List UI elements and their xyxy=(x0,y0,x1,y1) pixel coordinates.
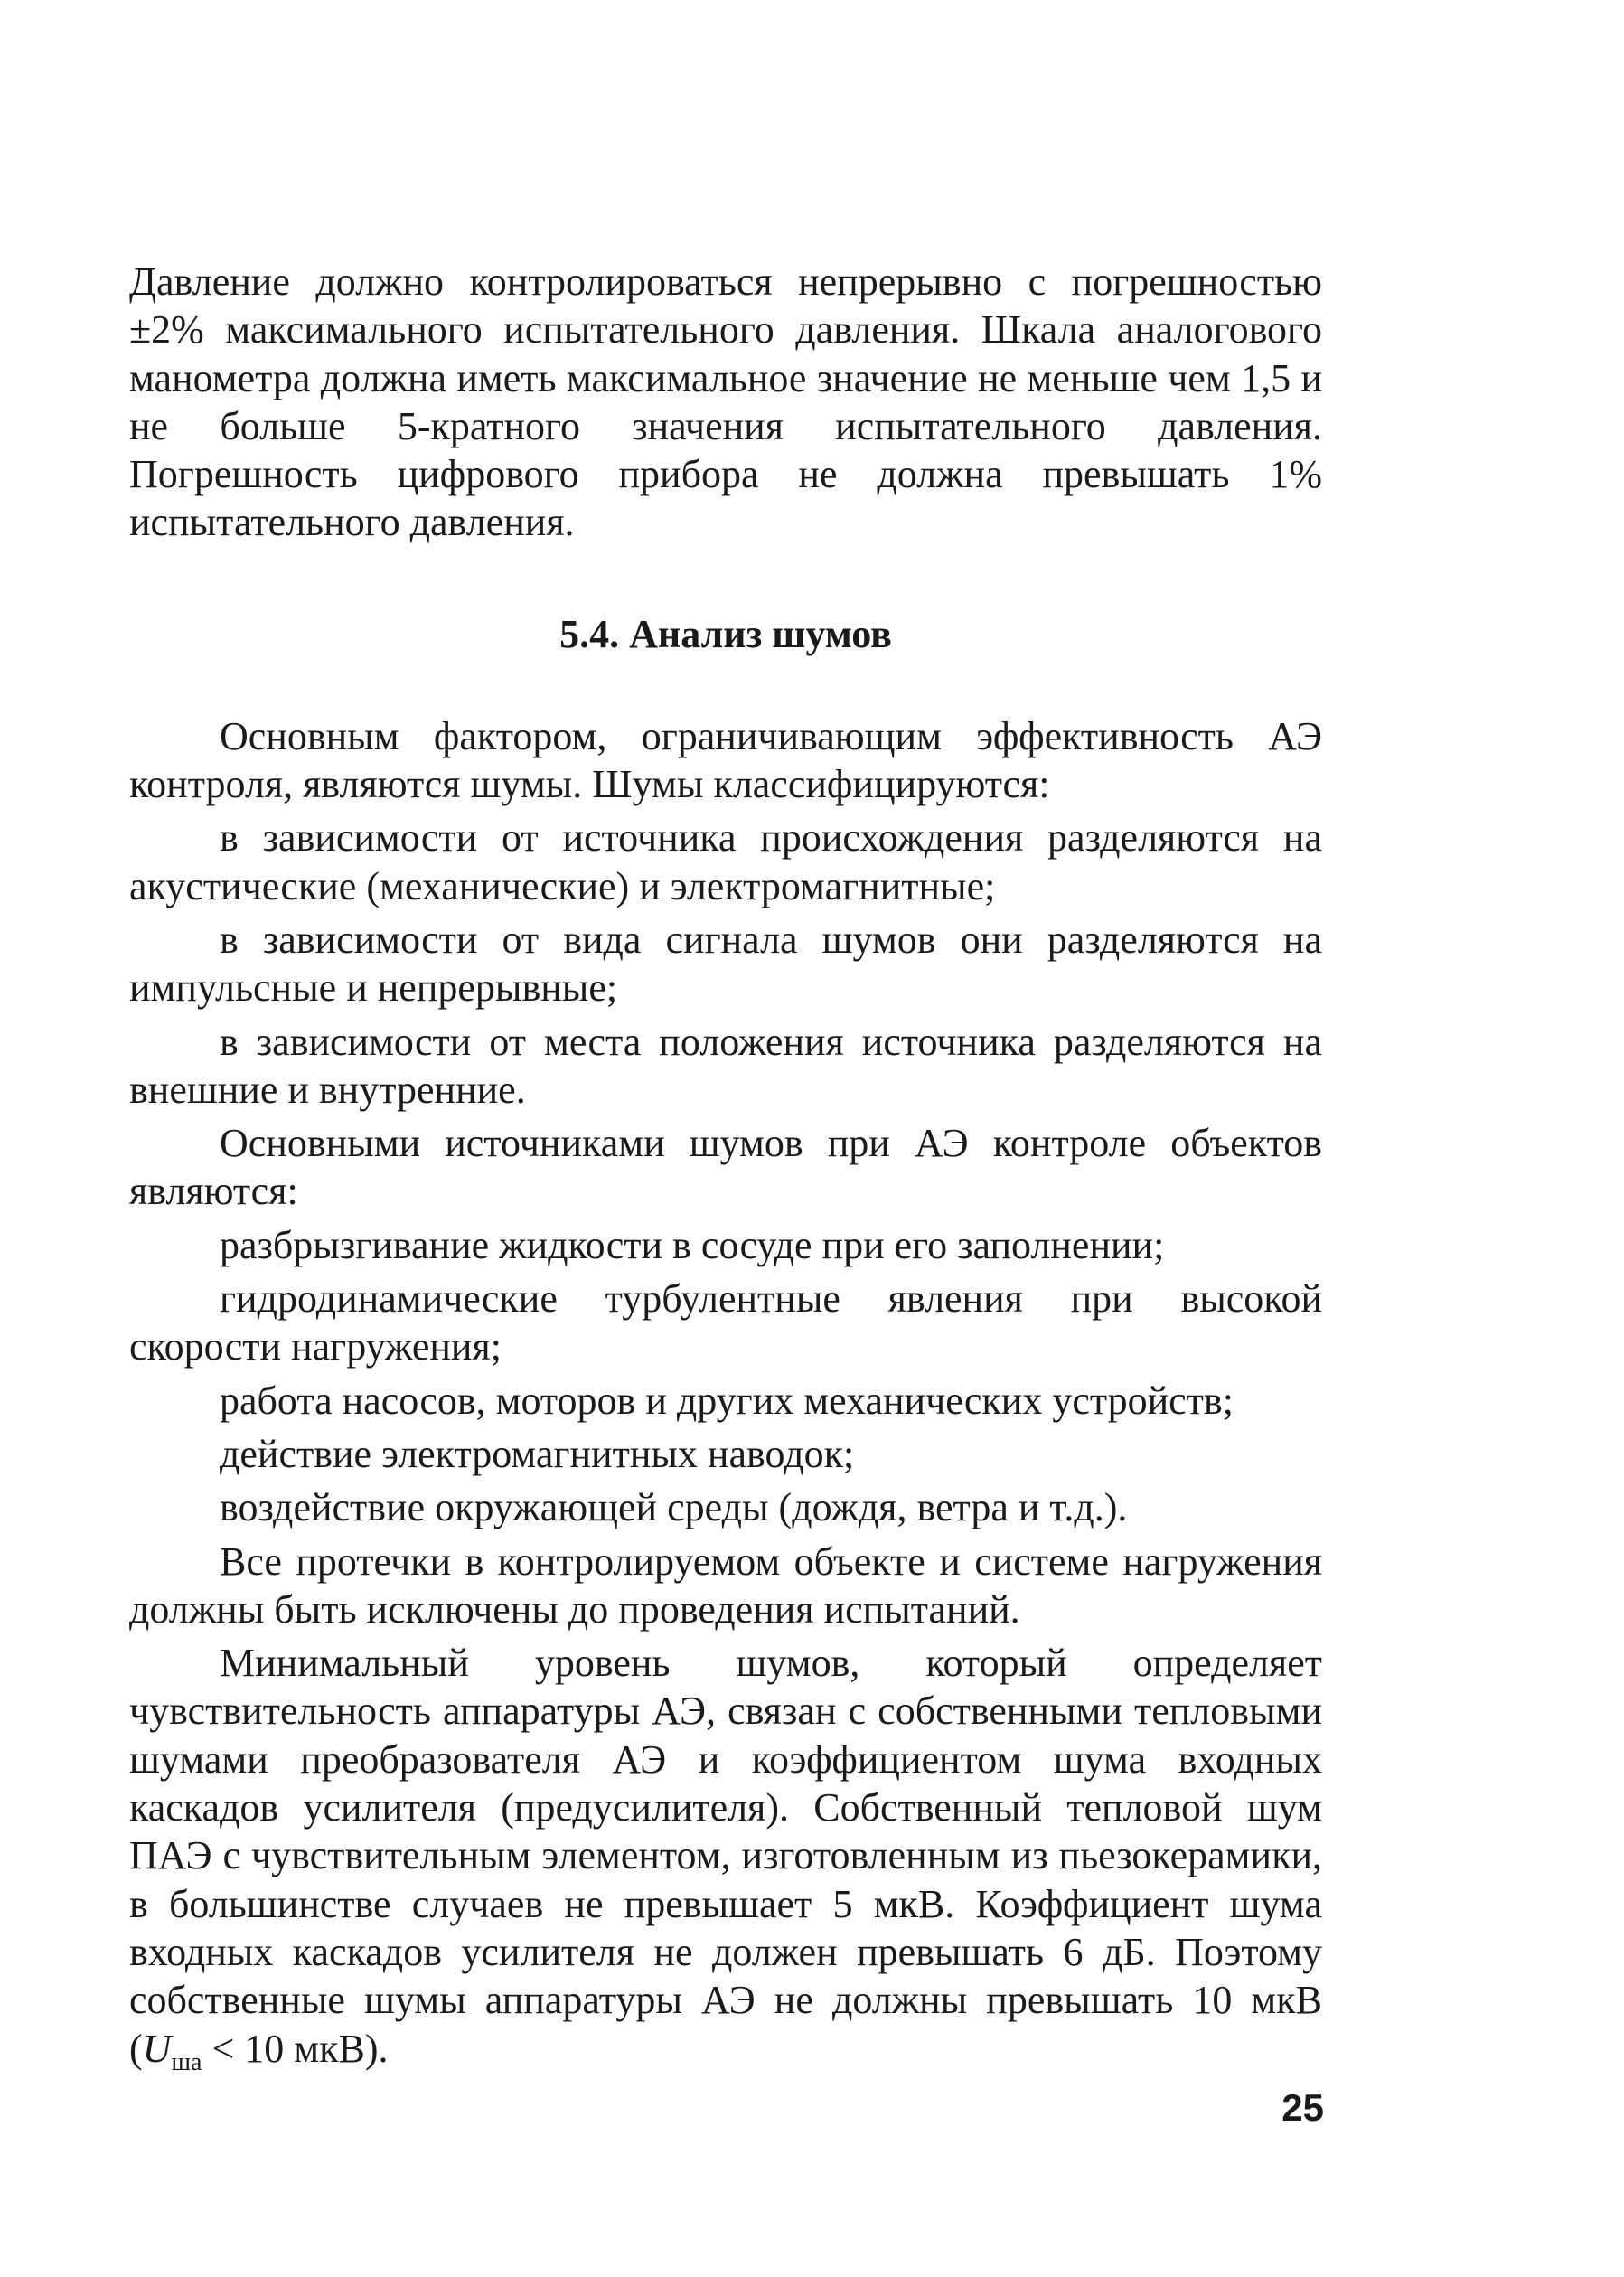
final-paragraph-text: Минимальный уровень шумов, который определяет чувствительность аппаратуры АЭ, связан с собственными тепловыми шумами преобразователя АЭ и коэффициентом шума входных каскадов усилителя (предусилителя). Собственный тепловой шум ПАЭ с чувствительным элементом, изготовленным из пьезокерамики, в большинстве случаев не превышает 5 мкВ. Коэффициент шума входных каскадов усилителя не должен превышать 6 дБ. Поэтому собственные шумы аппаратуры АЭ не должны превышать 10 мкВ ( xyxy=(129,1641,1322,2071)
voltage-symbol: U xyxy=(142,2026,172,2071)
page-number: 25 xyxy=(1281,2086,1324,2129)
final-paragraph xyxy=(129,1639,1322,2076)
body-paragraph: Все протечки в контролируемом объекте и системе нагружения должны быть исключены до проведения испытаний. xyxy=(129,1538,1322,1632)
list-item: в зависимости от вида сигнала шумов они разделяются на импульсные и непрерывные; xyxy=(129,917,1322,1011)
list-item: в зависимости от источника происхождения разделяются на акустические (механические) и электромагнитные; xyxy=(129,815,1322,908)
body-paragraph: Основным фактором, ограничивающим эффективность АЭ контроля, являются шумы. Шумы классифицируются: xyxy=(129,713,1322,807)
body-paragraph: Основными источниками шумов при АЭ контроле объектов являются: xyxy=(129,1121,1322,1214)
list-item: в зависимости от места положения источника разделяются на внешние и внутренние. xyxy=(129,1019,1322,1112)
final-paragraph-tail: < 10 мкВ). xyxy=(202,2026,389,2071)
list-item: работа насосов, моторов и других механических устройств; xyxy=(220,1378,1234,1423)
intro-paragraph: Давление должно контролироваться непрерывно с погрешностью ±2% максимального испытательного давления. Шкала аналогового манометра должна иметь максимальное значение не меньше чем 1,5 и не больше 5-кратного значения испытательного давления. Погрешность цифрового прибора не должна превышать 1% испытательного давления. xyxy=(129,259,1322,545)
list-item: воздействие окружающей среды (дождя, ветра и т.д.). xyxy=(220,1485,1128,1530)
list-item: действие электромагнитных наводок; xyxy=(220,1431,855,1476)
voltage-subscript: ша xyxy=(171,2047,202,2076)
list-item: разбрызгивание жидкости в сосуде при его заполнении; xyxy=(220,1222,1165,1267)
list-item: гидродинамические турбулентные явления при высокой скорости нагружения; xyxy=(129,1276,1322,1369)
page-body xyxy=(129,258,1322,2076)
section-heading: 5.4. Анализ шумов xyxy=(559,611,892,656)
